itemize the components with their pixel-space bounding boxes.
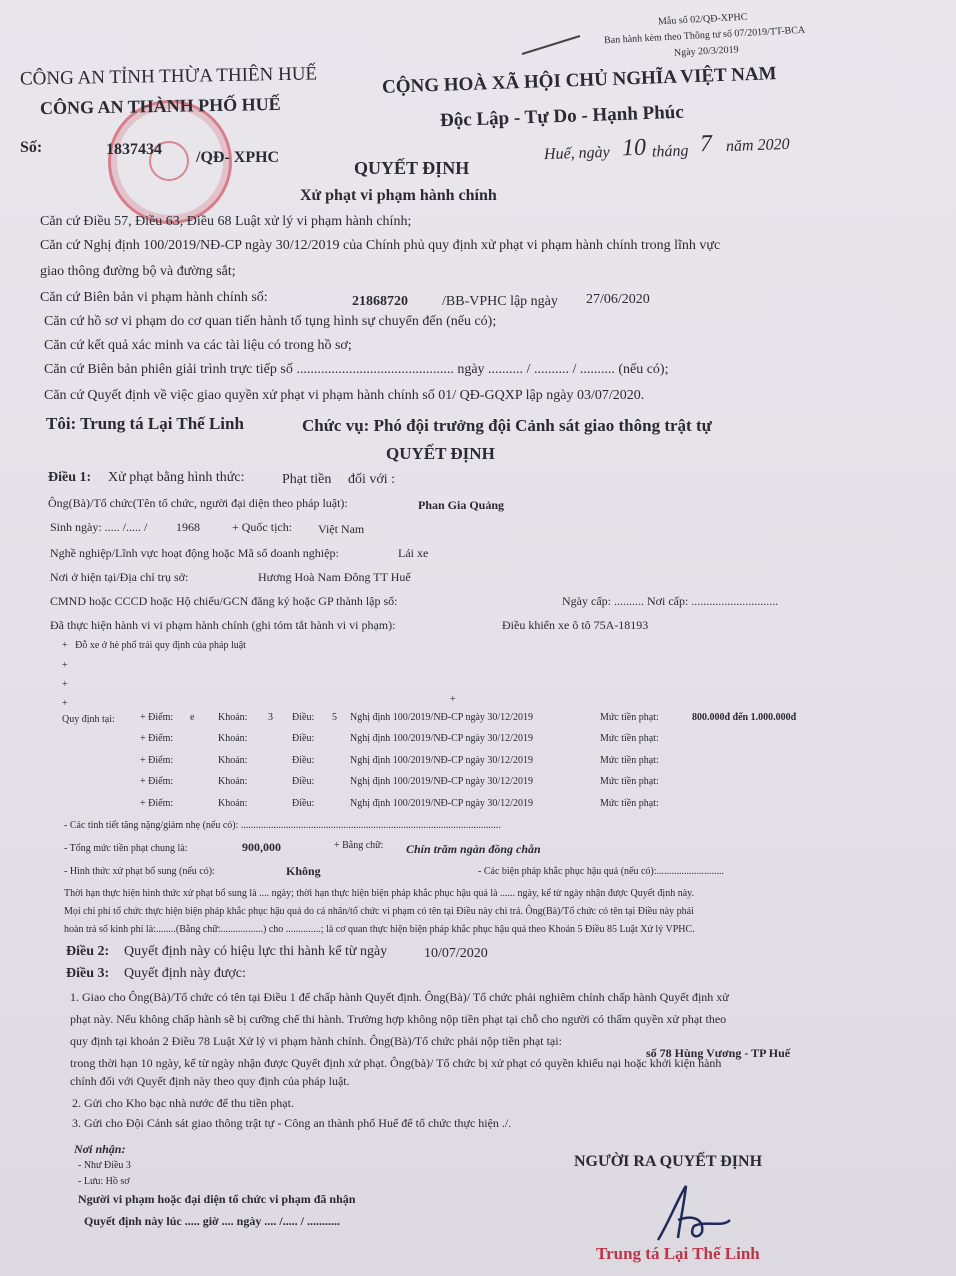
regulation-khoan: Khoản:	[218, 712, 248, 723]
address-label: Nơi ở hiện tại/Địa chỉ trụ sở:	[50, 570, 189, 584]
article2-heading: Điều 2:	[66, 944, 110, 959]
regulation-khoan: Khoản:	[218, 733, 248, 745]
job-label: Nghề nghiệp/Lĩnh vực hoạt động hoặc Mã số doanh nghiệp:	[50, 546, 339, 560]
nation-line1: CỘNG HOÀ XÃ HỘI CHỦ NGHĨA VIỆT NAM	[381, 63, 777, 98]
article3-p1a: 1. Giao cho Ông(Bà)/Tổ chức có tên tại Điều 1 để chấp hành Quyết định. Ông(Bà)/ Tổ chức phải nghiêm chỉnh chấp hành Quyết định xử	[70, 990, 729, 1004]
nationality-value: Việt Nam	[318, 522, 365, 536]
basis-line-2: Căn cứ Nghị định 100/2019/NĐ-CP ngày 30/12/2019 của Chính phủ quy định xử phạt vi phạm hành chính trong lĩnh vực	[40, 238, 721, 253]
total-amount: 900,000	[242, 840, 281, 854]
words-label: + Bằng chữ:	[334, 840, 384, 851]
regulation-diem: + Điểm:	[140, 754, 174, 766]
article3-text: Quyết định này được:	[124, 966, 246, 981]
date-day: 10	[621, 134, 647, 162]
violation-row: +	[62, 660, 68, 671]
violation-row: +	[62, 698, 68, 709]
job-value: Lái xe	[398, 546, 429, 560]
address-value: Hương Hoà Nam Đông TT Huế	[258, 570, 411, 584]
decision-number: 1837434	[106, 141, 162, 158]
form-issued-by: Ban hành kèm theo Thông tư số 07/2019/TT-BCA	[603, 24, 806, 47]
officer-position: Chức vụ: Phó đội trưởng đội Cảnh sát giao thông trật tự	[302, 416, 712, 435]
regulation-khoan: Khoản:	[218, 754, 248, 766]
report-date: 27/06/2020	[586, 292, 650, 307]
article1-heading: Điều 1:	[48, 470, 92, 485]
act-label: Đã thực hiện hành vi vi phạm hành chính (ghi tóm tắt hành vi vi phạm):	[50, 618, 396, 632]
remedy-line: - Các biện pháp khắc phục hậu quả (nếu có):...........................	[478, 866, 725, 877]
recipient-2: - Lưu: Hồ sơ	[78, 1176, 130, 1187]
payment-place: số 78 Hùng Vương - TP Huế	[646, 1046, 791, 1060]
article2-text: Quyết định này có hiệu lực thi hành kể từ ngày	[124, 944, 388, 959]
id-issue-info: Ngày cấp: .......... Nơi cấp: .............................	[562, 594, 779, 608]
date-place: Huế, ngày	[543, 143, 611, 164]
total-label: - Tổng mức tiền phạt chung là:	[64, 843, 188, 854]
regulation-fine-value: 800.000đ đến 1.000.000đ	[692, 712, 797, 723]
regulation-fine-label: Mức tiền phạt:	[600, 712, 659, 723]
regulation-decree: Nghị định 100/2019/NĐ-CP ngày 30/12/2019	[350, 712, 533, 723]
article3-p2: 2. Gửi cho Kho bạc nhà nước để thu tiền phạt.	[72, 1096, 294, 1110]
decision-subtitle: Xử phạt vi phạm hành chính	[300, 187, 497, 204]
regulation-khoan: Khoản:	[218, 776, 248, 788]
date-year: năm 2020	[725, 135, 790, 156]
regulation-decree: Nghị định 100/2019/NĐ-CP ngày 30/12/2019	[350, 776, 533, 788]
article3-p1e: chính đối với Quyết định này theo quy định của pháp luật.	[70, 1074, 350, 1088]
article3-p1c: quy định tại khoản 2 Điều 78 Luật Xử lý vi phạm hành chính. Ông(Bà)/Tổ chức phải nộp tiền phạt tại:	[70, 1034, 562, 1048]
signer-name: Trung tá Lại Thế Linh	[596, 1244, 760, 1263]
violator-label: Ông(Bà)/Tổ chức(Tên tổ chức, người đại diện theo pháp luật):	[48, 496, 348, 510]
regulation-dieu: Điều:	[292, 797, 315, 809]
violation-row: + Đỗ xe ở hè phố trái quy định của pháp luật	[62, 640, 246, 651]
total-in-words: Chín trăm ngàn đồng chẵn	[406, 842, 541, 856]
form-code: Mẫu số 02/QĐ-XPHC	[657, 11, 748, 28]
effective-date: 10/07/2020	[424, 946, 488, 961]
recipients-heading: Nơi nhận:	[74, 1142, 126, 1156]
regulation-diem: + Điểm:	[140, 733, 174, 745]
ack-line-1: Người vi phạm hoặc đại diện tổ chức vi phạm đã nhận	[78, 1192, 356, 1206]
article3-p1b: phạt này. Nếu không chấp hành sẽ bị cưỡng chế thi hành. Trường hợp không nộp tiền phạt tại chỗ cho người có thẩm quyền xử phạt theo	[70, 1012, 727, 1026]
form-issued-date: Ngày 20/3/2019	[673, 44, 739, 59]
extra-penalty-label: - Hình thức xử phạt bổ sung (nếu có):	[64, 866, 215, 877]
recipient-1: - Như Điều 3	[78, 1160, 131, 1171]
decide-heading: QUYẾT ĐỊNH	[386, 444, 495, 463]
date-month: 7	[699, 130, 713, 158]
article3-heading: Điều 3:	[66, 966, 110, 981]
violator-name: Phan Gia Quảng	[418, 498, 505, 512]
nationality-label: + Quốc tịch:	[232, 520, 293, 534]
signer-heading: NGƯỜI RA QUYẾT ĐỊNH	[574, 1153, 763, 1170]
regulation-diem: + Điểm:	[140, 712, 174, 723]
regulation-khoan-val: 3	[268, 712, 273, 723]
basis-line-7: Căn cứ Biên bản phiên giải trình trực tiếp số ............................................. ngày .......... / .......... / .......... (nếu có);	[44, 362, 669, 377]
signature-icon	[650, 1180, 760, 1250]
remedy-text-3: hoàn trả số kinh phí là:........(Bằng chữ:.................) cho ..............; là cơ quan thực hiện biện pháp khắc phục hậu quả theo Khoản 5 Điều 85 Luật Xử lý VPHC.	[64, 924, 695, 935]
decision-number-suffix: /QĐ- XPHC	[196, 149, 280, 166]
violation-row: +	[62, 679, 68, 690]
basis-line-1: Căn cứ Điều 57, Điều 63, Điều 68 Luật xử lý vi phạm hành chính;	[40, 214, 412, 229]
regulation-diem: + Điểm:	[140, 797, 174, 809]
penalty-form-value: Phạt tiền	[282, 472, 332, 487]
regulation-decree: Nghị định 100/2019/NĐ-CP ngày 30/12/2019	[350, 733, 533, 745]
basis-line-4: Căn cứ Biên bản vi phạm hành chính số:	[40, 290, 268, 305]
violation-text: Đỗ xe ở hè phố trái quy định của pháp luật	[75, 640, 246, 651]
regulation-dieu: Điều:	[292, 733, 315, 745]
regulation-dieu: Điều:	[292, 712, 315, 723]
regulation-label: Quy định tại:	[62, 714, 115, 725]
regulation-diem: + Điểm:	[140, 776, 174, 788]
regulation-dieu: Điều:	[292, 754, 315, 766]
regulation-fine-label: Mức tiền phạt:	[600, 733, 659, 745]
aggravating-line: - Các tình tiết tăng nặng/giảm nhẹ (nếu có): ........................................................................................................	[64, 820, 501, 831]
article3-p3: 3. Gửi cho Đội Cảnh sát giao thông trật tự - Công an thành phố Huế để tổ chức thực hiện ./.	[72, 1116, 512, 1130]
regulation-dieu-val: 5	[332, 712, 337, 723]
regulation-fine-label: Mức tiền phạt:	[600, 754, 659, 766]
remedy-text-1: Thời hạn thực hiện hình thức xử phạt bổ sung là .... ngày; thời hạn thực hiện biện pháp khắc phục hậu quả là ...... ngày, kể từ ngày nhận được Quyết định này.	[64, 888, 694, 899]
regulation-decree: Nghị định 100/2019/NĐ-CP ngày 30/12/2019	[350, 797, 533, 809]
basis-line-8: Căn cứ Quyết định về việc giao quyền xử phạt vi phạm hành chính số 01/ QĐ-GQXP lập ngày 03/07/2020.	[44, 388, 645, 403]
report-suffix: /BB-VPHC lập ngày	[442, 294, 558, 309]
article3-p1d: trong thời hạn 10 ngày, kể từ ngày nhận được Quyết định xử phạt. Ông(bà)/ Tổ chức bị xử phạt có quyền khiếu nại hoặc khởi kiện hành	[70, 1056, 722, 1070]
dob-label: Sinh ngày: ..... /..... /	[50, 520, 148, 534]
officer-name: Tôi: Trung tá Lại Thế Linh	[46, 414, 244, 433]
dob-year: 1968	[176, 520, 200, 534]
regulation-fine-label: Mức tiền phạt:	[600, 797, 659, 809]
regulation-decree: Nghị định 100/2019/NĐ-CP ngày 30/12/2019	[350, 754, 533, 766]
remedy-text-2: Mọi chi phí tổ chức thực hiện biện pháp khắc phục hậu quả do cá nhân/tổ chức vi phạm có tên tại Điều này chi trả. Ông(Bà)/Tổ chức có tên tại Điều này phải	[64, 906, 694, 917]
agency-line1: CÔNG AN TỈNH THỪA THIÊN HUẾ	[19, 63, 318, 90]
extra-penalty-value: Không	[286, 864, 321, 878]
date-month-label: tháng	[651, 142, 689, 161]
regulation-fine-label: Mức tiền phạt:	[600, 776, 659, 788]
act-vehicle: Điều khiển xe ô tô 75A-18193	[502, 618, 649, 632]
report-number: 21868720	[352, 294, 408, 309]
regulation-dieu: Điều:	[292, 776, 315, 788]
ack-line-2: Quyết định này lúc ..... giờ .... ngày .... /..... / ...........	[84, 1214, 341, 1228]
nation-line2: Độc Lập - Tự Do - Hạnh Phúc	[439, 101, 685, 132]
basis-line-5: Căn cứ hồ sơ vi phạm do cơ quan tiến hành tố tụng hình sự chuyển đến (nếu có);	[44, 314, 497, 329]
pen-mark-icon	[520, 30, 590, 60]
regulation-diem-val: e	[190, 712, 195, 723]
id-label: CMND hoặc CCCD hoặc Hộ chiếu/GCN đăng ký hoặc GP thành lập số:	[50, 594, 398, 608]
regulation-khoan: Khoản:	[218, 797, 248, 809]
decision-title: QUYẾT ĐỊNH	[354, 158, 470, 178]
penalty-form-label: Xử phạt bằng hình thức:	[108, 470, 245, 485]
basis-line-3: giao thông đường bộ và đường sắt;	[40, 264, 236, 279]
plus-mark: +	[450, 694, 456, 705]
number-label: Số:	[20, 139, 43, 156]
penalty-to: đối với :	[348, 472, 396, 487]
agency-line2: CÔNG AN THÀNH PHỐ HUẾ	[39, 93, 281, 119]
signature-text: Au	[690, 1235, 692, 1236]
basis-line-6: Căn cứ kết quả xác minh va các tài liệu có trong hồ sơ;	[44, 338, 352, 353]
